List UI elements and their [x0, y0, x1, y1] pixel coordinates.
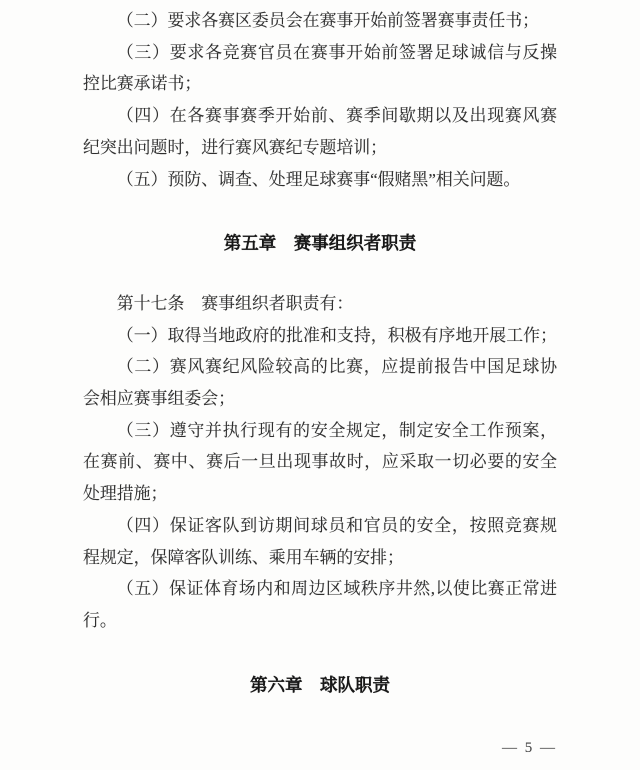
body-line: （一）取得当地政府的批准和支持，积极有序地开展工作；: [116, 325, 557, 345]
body-line: （四）在各赛事赛季开始前、赛季间歇期以及出现赛风赛: [116, 106, 557, 126]
page-number: — 5 —: [502, 740, 557, 756]
body-line: 处理措施；: [83, 484, 168, 504]
body-line: （四）保证客队到访期间球员和官员的安全，按照竞赛规: [116, 515, 557, 535]
body-line: （三）要求各竞赛官员在赛事开始前签署足球诚信与反操: [116, 42, 557, 62]
body-line: （三）遵守并执行现有的安全规定，制定安全工作预案，: [116, 420, 557, 440]
document-content: [83, 0, 557, 729]
chapter-heading: 第五章 赛事组织者职责: [223, 233, 417, 254]
body-line: 程规定，保障客队训练、乘用车辆的安排；: [83, 547, 404, 567]
body-line: 在赛前、赛中、赛后一旦出现事故时，应采取一切必要的安全: [83, 452, 557, 472]
body-line: 纪突出问题时，进行赛风赛纪专题培训；: [83, 137, 388, 157]
body-line: 控比赛承诺书；: [83, 74, 202, 94]
body-line: （二）要求各赛区委员会在赛事开始前签署赛事责任书；: [116, 11, 540, 30]
body-line: 行。: [83, 610, 117, 630]
body-line: （二）赛风赛纪风险较高的比赛，应提前报告中国足球协: [116, 357, 557, 377]
body-line: （五）保证体育场内和周边区域秩序井然,以使比赛正常进: [116, 579, 557, 599]
chapter-heading: 第六章 球队职责: [250, 674, 390, 695]
body-line: 会相应赛事组委会；: [83, 389, 236, 409]
body-line: （五）预防、调查、处理足球赛事“假赌黑”相关问题。: [116, 169, 521, 189]
body-line: 第十七条 赛事组织者职责有：: [116, 293, 354, 313]
